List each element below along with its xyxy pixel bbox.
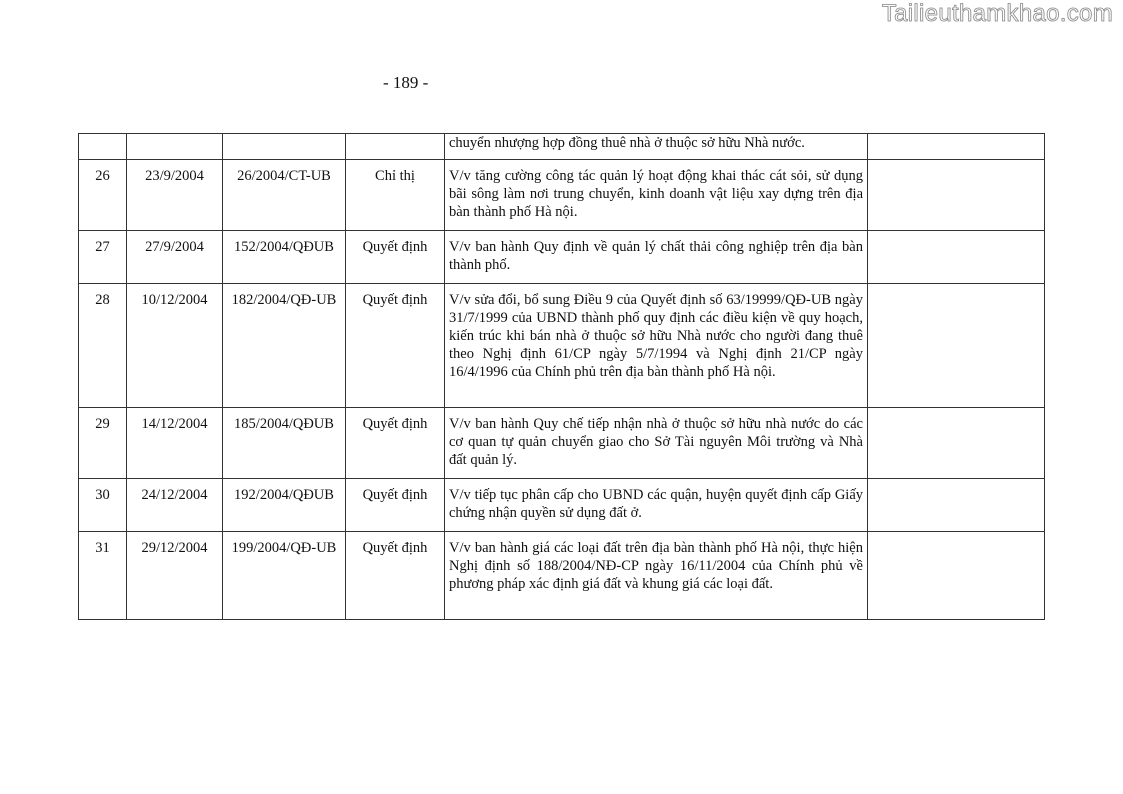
cell-date: 23/9/2004 xyxy=(127,160,223,231)
cell-note xyxy=(868,284,1045,408)
table-row xyxy=(79,284,1045,408)
cell-content: V/v ban hành giá các loại đất trên địa bàn thành phố Hà nội, thực hiện Nghị định số 188/2004/NĐ-CP ngày 16/11/2004 của Chính phủ về phương pháp xác định giá đất và khung giá các loại đất. xyxy=(445,532,868,620)
cell-note xyxy=(868,479,1045,532)
cell-date: 29/12/2004 xyxy=(127,532,223,620)
table-row xyxy=(79,231,1045,284)
cell-type: Quyết định xyxy=(346,408,445,479)
cell-type: Quyết định xyxy=(346,284,445,408)
cell-note xyxy=(868,134,1045,160)
page-number: - 189 - xyxy=(383,73,429,92)
cell-stt: 31 xyxy=(79,532,127,620)
cell-note xyxy=(868,231,1045,284)
cell-date xyxy=(127,134,223,160)
cell-type xyxy=(346,134,445,160)
table-row-continuation xyxy=(79,134,1045,160)
cell-number: 185/2004/QĐUB xyxy=(223,408,346,479)
cell-note xyxy=(868,160,1045,231)
table-row xyxy=(79,408,1045,479)
cell-note xyxy=(868,408,1045,479)
cell-stt: 28 xyxy=(79,284,127,408)
cell-number: 199/2004/QĐ-UB xyxy=(223,532,346,620)
cell-type: Quyết định xyxy=(346,231,445,284)
table-row xyxy=(79,160,1045,231)
cell-stt xyxy=(79,134,127,160)
cell-content: V/v sửa đổi, bổ sung Điều 9 của Quyết định số 63/19999/QĐ-UB ngày 31/7/1999 của UBND thành phố quy định các điều kiện về quy hoạch, kiến trúc khi bán nhà ở thuộc sở hữu Nhà nước cho người đang thuê theo Nghị định 61/CP ngày 5/7/1994 và Nghị định 21/CP ngày 16/4/1996 của Chính phủ trên địa bàn thành phố Hà nội. xyxy=(445,284,868,408)
cell-date: 14/12/2004 xyxy=(127,408,223,479)
cell-stt: 30 xyxy=(79,479,127,532)
cell-stt: 26 xyxy=(79,160,127,231)
table-row xyxy=(79,479,1045,532)
cell-date: 27/9/2004 xyxy=(127,231,223,284)
cell-number: 26/2004/CT-UB xyxy=(223,160,346,231)
watermark: Tailieuthamkhao.com xyxy=(881,0,1113,27)
cell-stt: 27 xyxy=(79,231,127,284)
cell-number: 182/2004/QĐ-UB xyxy=(223,284,346,408)
cell-number: 152/2004/QĐUB xyxy=(223,231,346,284)
cell-content: V/v tiếp tục phân cấp cho UBND các quận, huyện quyết định cấp Giấy chứng nhận quyền sử dụng đất ở. xyxy=(445,479,868,532)
table-row xyxy=(79,532,1045,620)
cell-date: 24/12/2004 xyxy=(127,479,223,532)
cell-number xyxy=(223,134,346,160)
document-table xyxy=(78,133,1045,620)
cell-type: Quyết định xyxy=(346,532,445,620)
cell-date: 10/12/2004 xyxy=(127,284,223,408)
cell-stt: 29 xyxy=(79,408,127,479)
cell-note xyxy=(868,532,1045,620)
cell-content: V/v ban hành Quy định về quản lý chất thải công nghiệp trên địa bàn thành phố. xyxy=(445,231,868,284)
cell-type: Chỉ thị xyxy=(346,160,445,231)
cell-content: V/v ban hành Quy chế tiếp nhận nhà ở thuộc sở hữu nhà nước do các cơ quan tự quản chuyển giao cho Sở Tài nguyên Môi trường và Nhà đất quản lý. xyxy=(445,408,868,479)
cell-number: 192/2004/QĐUB xyxy=(223,479,346,532)
cell-type: Quyết định xyxy=(346,479,445,532)
cell-content: chuyển nhượng hợp đồng thuê nhà ở thuộc sở hữu Nhà nước. xyxy=(445,134,868,160)
cell-content: V/v tăng cường công tác quản lý hoạt động khai thác cát sỏi, sử dụng bãi sông làm nơi trung chuyển, kinh doanh vật liệu xay dựng trên địa bàn thành phố Hà nội. xyxy=(445,160,868,231)
